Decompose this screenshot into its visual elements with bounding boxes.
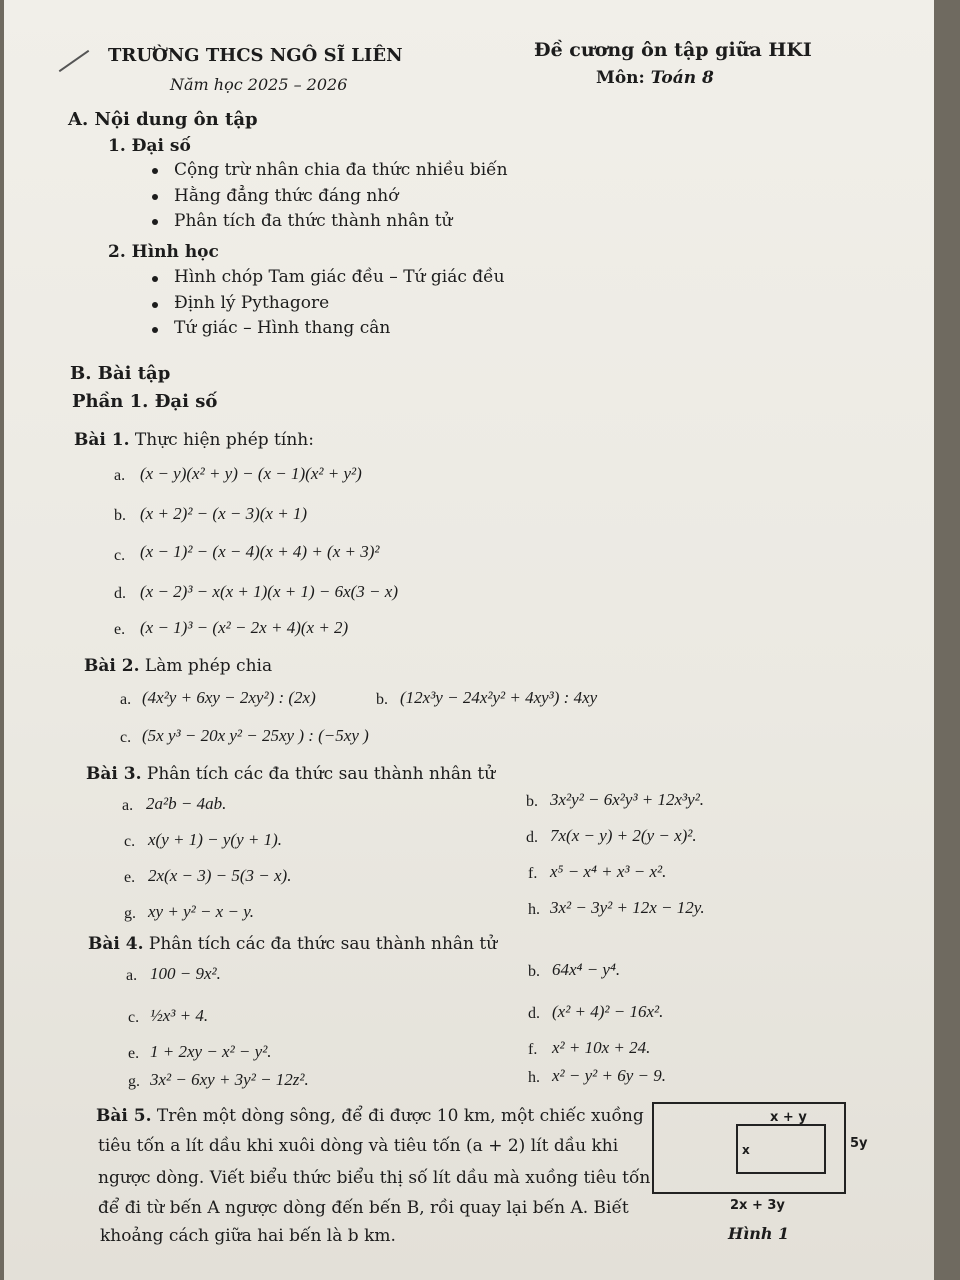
geometry-item: Hình chóp Tam giác đều – Tứ giác đều bbox=[174, 267, 505, 287]
item-label: b. bbox=[528, 963, 540, 980]
item-label: d. bbox=[526, 829, 538, 846]
item-label: e. bbox=[114, 621, 126, 638]
pen-mark bbox=[59, 50, 90, 72]
bai5-label: Bài 5. bbox=[96, 1106, 152, 1126]
geometry-item: Tứ giác – Hình thang cân bbox=[174, 318, 391, 338]
school-name: TRƯỜNG THCS NGÔ SĨ LIÊN bbox=[108, 45, 403, 66]
bai1-label: Bài 1. bbox=[74, 430, 130, 450]
outer-bottom-label: 2x + 3y bbox=[730, 1198, 785, 1213]
bai5-line bbox=[96, 1106, 644, 1126]
bai4-label: Bài 4. bbox=[88, 934, 144, 954]
algebra-item: Hằng đẳng thức đáng nhớ bbox=[174, 186, 399, 206]
bai5-line: tiêu tốn a lít dầu khi xuôi dòng và tiêu tốn (a + 2) lít dầu khi bbox=[98, 1136, 619, 1156]
bai3-expression: 3x²y² − 6x²y³ + 12x³y². bbox=[550, 790, 705, 809]
bai1-expression: (x − 1)² − (x − 4)(x + 4) + (x + 3)² bbox=[140, 542, 380, 561]
school-year: Năm học 2025 – 2026 bbox=[170, 75, 348, 94]
bai4-expression: 1 + 2xy − x² − y². bbox=[150, 1042, 272, 1061]
bai1-expression: (x − 2)³ − x(x + 1)(x + 1) − 6x(3 − x) bbox=[140, 582, 398, 601]
bullet-icon bbox=[152, 327, 158, 333]
bai3-prompt: Phân tích các đa thức sau thành nhân tử bbox=[141, 764, 496, 784]
bai4-expression: 100 − 9x². bbox=[150, 964, 221, 983]
item-label: b. bbox=[526, 793, 538, 810]
bai2-heading bbox=[84, 656, 272, 676]
item-label: e. bbox=[124, 869, 136, 886]
item-label: e. bbox=[128, 1045, 140, 1062]
bai5-line: khoảng cách giữa hai bến là b km. bbox=[100, 1226, 396, 1246]
item-label: h. bbox=[528, 901, 540, 918]
item-label: c. bbox=[128, 1009, 140, 1026]
bai1-prompt: Thực hiện phép tính: bbox=[129, 430, 314, 450]
bullet-icon bbox=[152, 302, 158, 308]
algebra-item: Cộng trừ nhân chia đa thức nhiều biến bbox=[174, 160, 508, 180]
document-title: Đề cương ôn tập giữa HKI bbox=[534, 39, 812, 61]
bai5-line: ngược dòng. Viết biểu thức biểu thị số lít dầu mà xuồng tiêu tốn bbox=[98, 1168, 651, 1188]
geometry-title: 2. Hình học bbox=[108, 242, 219, 262]
bai4-expression: ½x³ + 4. bbox=[150, 1006, 209, 1025]
bai4-expression: 3x² − 6xy + 3y² − 12z². bbox=[150, 1070, 309, 1089]
bai3-expression: x(y + 1) − y(y + 1). bbox=[148, 830, 282, 849]
item-label: g. bbox=[124, 905, 136, 922]
bai2-prompt: Làm phép chia bbox=[139, 656, 273, 676]
item-label: b. bbox=[376, 691, 388, 708]
inner-top-label: x + y bbox=[770, 1110, 807, 1125]
item-label: h. bbox=[528, 1069, 540, 1086]
item-label: a. bbox=[126, 967, 138, 984]
bai4-expression: x² + 10x + 24. bbox=[552, 1038, 651, 1057]
bai1-expression: (x + 2)² − (x − 3)(x + 1) bbox=[140, 504, 308, 523]
item-label: c. bbox=[120, 729, 132, 746]
bullet-icon bbox=[152, 276, 158, 282]
figure-caption: Hình 1 bbox=[728, 1224, 790, 1243]
bai1-expression: (x − y)(x² + y) − (x − 1)(x² + y²) bbox=[140, 464, 362, 483]
bai2-expression: (12x³y − 24x²y² + 4xy³) : 4xy bbox=[400, 688, 598, 707]
item-label: a. bbox=[122, 797, 134, 814]
algebra-title: 1. Đại số bbox=[108, 136, 191, 156]
bai2-expression: (5x y³ − 20x y² − 25xy ) : (−5xy ) bbox=[142, 726, 369, 745]
subject-line bbox=[596, 68, 714, 88]
bai3-expression: xy + y² − x − y. bbox=[148, 902, 255, 921]
bai4-heading bbox=[88, 934, 497, 954]
section-a-title: A. Nội dung ôn tập bbox=[68, 109, 258, 130]
item-label: d. bbox=[528, 1005, 540, 1022]
bai2-expression: (4x²y + 6xy − 2xy²) : (2x) bbox=[142, 688, 316, 707]
item-label: a. bbox=[114, 467, 126, 484]
item-label: c. bbox=[114, 547, 126, 564]
bai2-label: Bài 2. bbox=[84, 656, 140, 676]
item-label: a. bbox=[120, 691, 132, 708]
item-label: c. bbox=[124, 833, 136, 850]
subject-value: Toán 8 bbox=[650, 68, 714, 88]
bai4-expression: 64x⁴ − y⁴. bbox=[552, 960, 621, 979]
section-b-title: B. Bài tập bbox=[70, 363, 171, 384]
bullet-icon bbox=[152, 194, 158, 200]
item-label: b. bbox=[114, 507, 126, 524]
bai5-text: Trên một dòng sông, để đi được 10 km, một chiếc xuồng bbox=[151, 1106, 644, 1126]
geometry-item: Định lý Pythagore bbox=[174, 293, 330, 313]
item-label: d. bbox=[114, 585, 126, 602]
bullet-icon bbox=[152, 168, 158, 174]
bai3-expression: 7x(x − y) + 2(y − x)². bbox=[550, 826, 697, 845]
bai3-heading bbox=[86, 764, 495, 784]
bai3-expression: 3x² − 3y² + 12x − 12y. bbox=[550, 898, 705, 917]
algebra-item: Phân tích đa thức thành nhân tử bbox=[174, 211, 453, 231]
bai3-expression: x⁵ − x⁴ + x³ − x². bbox=[550, 862, 667, 881]
item-label: f. bbox=[528, 1041, 538, 1058]
outer-right-label: 5y bbox=[850, 1136, 868, 1151]
part1-title: Phần 1. Đại số bbox=[72, 391, 218, 412]
bai3-expression: 2x(x − 3) − 5(3 − x). bbox=[148, 866, 292, 885]
bai4-expression: x² − y² + 6y − 9. bbox=[552, 1066, 666, 1085]
bai1-expression: (x − 1)³ − (x² − 2x + 4)(x + 2) bbox=[140, 618, 349, 637]
bai4-expression: (x² + 4)² − 16x². bbox=[552, 1002, 664, 1021]
bai1-heading bbox=[74, 430, 314, 450]
bai5-line: để đi từ bến A ngược dòng đến bến B, rồi quay lại bến A. Biết bbox=[98, 1198, 629, 1218]
paper-sheet bbox=[4, 0, 934, 1280]
item-label: f. bbox=[528, 865, 538, 882]
bai4-prompt: Phân tích các đa thức sau thành nhân tử bbox=[143, 934, 498, 954]
subject-label: Môn: bbox=[596, 68, 651, 88]
item-label: g. bbox=[128, 1073, 140, 1090]
bullet-icon bbox=[152, 219, 158, 225]
inner-left-label: x bbox=[742, 1143, 750, 1157]
bai3-expression: 2a²b − 4ab. bbox=[146, 794, 227, 813]
bai3-label: Bài 3. bbox=[86, 764, 142, 784]
